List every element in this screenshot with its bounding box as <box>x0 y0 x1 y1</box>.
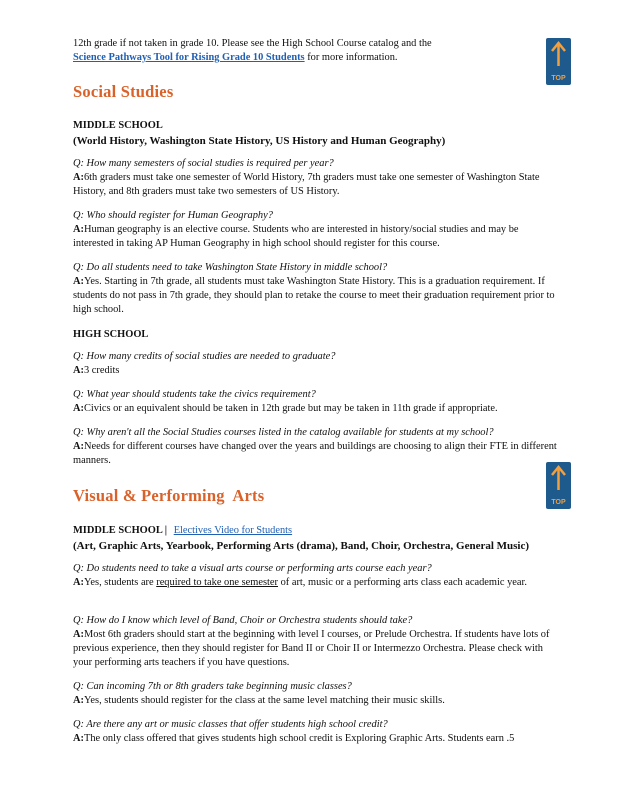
question: Q: Can incoming 7th or 8th graders take beginning music classes? <box>73 681 352 692</box>
answer <box>73 275 558 317</box>
intro-line: 12th grade if not taken in grade 10. Please see the High School Course catalog and the <box>73 38 432 49</box>
question: Q: What year should students take the civics requirement? <box>73 389 316 400</box>
qa-item <box>73 209 558 251</box>
answer-label: A: <box>73 629 84 640</box>
qa-item <box>73 614 558 670</box>
qa-item <box>73 350 558 378</box>
question: Q: Why aren't all the Social Studies courses listed in the catalog available for students at my school? <box>73 427 494 438</box>
question: Q: How do I know which level of Band, Choir or Orchestra students should take? <box>73 615 413 626</box>
answer-text: Civics or an equivalent should be taken in 12th grade but may be taken in 11th grade if appropriate. <box>83 403 498 414</box>
answer-label: A: <box>73 365 84 376</box>
intro-paragraph <box>73 37 558 65</box>
answer <box>73 576 558 590</box>
social-studies-title: Social Studies <box>73 82 174 101</box>
middle-school-courses: (World History, Washington State History, US History and Human Geography) <box>73 135 446 147</box>
high-school-heading: HIGH SCHOOL <box>73 329 149 340</box>
answer-text: 6th graders must take one semester of World History, 7th graders must take one semester of Washington State History, and 8th graders must take two semesters of US History. <box>73 172 540 197</box>
question: Q: How many credits of social studies are needed to graduate? <box>73 351 336 362</box>
answer-text: Yes, students are <box>83 577 157 588</box>
answer <box>73 171 558 199</box>
answer-text: Most 6th graders should start at the beginning with level I courses, or Prelude Orchestra. If students have lots of previous experience, then they should register for Band II or Choir II or Intermezzo Orchestra. Please check with your performing arts teachers if you have questions. <box>73 629 550 668</box>
answer-text: of art, music or a performing arts class each academic year. <box>278 577 527 588</box>
answer-label: A: <box>73 733 84 744</box>
answer-text: The only class offered that gives students high school credit is Exploring Graphic Arts. Students earn .5 <box>83 733 515 744</box>
answer <box>73 628 558 670</box>
question: Q: Do all students need to take Washington State History in middle school? <box>73 262 388 273</box>
qa-item <box>73 718 558 746</box>
visual-performing-arts-title: Visual & Performing Arts <box>73 486 265 505</box>
answer-label: A: <box>73 276 84 287</box>
middle-school-heading: MIDDLE SCHOOL | <box>73 525 168 536</box>
back-to-top-button[interactable] <box>546 38 571 85</box>
qa-item <box>73 426 558 468</box>
answer-label: A: <box>73 695 84 706</box>
question: Q: Who should register for Human Geography? <box>73 210 273 221</box>
qa-item <box>73 261 558 317</box>
answer-label: A: <box>73 224 84 235</box>
qa-item <box>73 680 558 708</box>
back-to-top-button[interactable] <box>546 462 571 509</box>
answer-label: A: <box>73 577 84 588</box>
answer-label: A: <box>73 172 84 183</box>
answer <box>73 402 558 416</box>
answer-text: Human geography is an elective course. Students who are interested in history/social studies and may be interested in taking AP Human Geography in high school should register for this course. <box>73 224 519 249</box>
answer-text: Yes, students should register for the class at the same level matching their music skills. <box>83 695 445 706</box>
top-label: TOP <box>551 75 566 82</box>
science-pathways-link[interactable]: Science Pathways Tool for Rising Grade 10 Students <box>73 52 305 63</box>
question: Q: Are there any art or music classes that offer students high school credit? <box>73 719 388 730</box>
up-arrow-icon <box>546 462 571 496</box>
answer-text: Needs for different courses have changed over the years and buildings are choosing to align their FTE in different manners. <box>73 441 557 466</box>
qa-item <box>73 388 558 416</box>
answer <box>73 364 558 378</box>
up-arrow-icon <box>546 38 571 72</box>
arts-courses: (Art, Graphic Arts, Yearbook, Performing Arts (drama), Band, Choir, Orchestra, General Music) <box>73 540 530 552</box>
electives-video-link[interactable]: Electives Video for Students <box>173 525 293 536</box>
intro-line-tail: for more information. <box>304 52 398 63</box>
answer <box>73 223 558 251</box>
answer <box>73 694 558 708</box>
question: Q: How many semesters of social studies is required per year? <box>73 158 334 169</box>
answer <box>73 440 558 468</box>
middle-school-heading: MIDDLE SCHOOL <box>73 120 163 131</box>
arts-middle-school-heading <box>73 524 292 538</box>
qa-item <box>73 157 558 199</box>
question: Q: Do students need to take a visual arts course or performing arts course each year? <box>73 563 432 574</box>
answer-label: A: <box>73 403 84 414</box>
top-label: TOP <box>551 499 566 506</box>
qa-item <box>73 562 558 590</box>
answer-text: Yes. Starting in 7th grade, all students must take Washington State History. This is a graduation requirement. If students do not pass in 7th grade, they should plan to retake the course to meet their graduation requirement prior to high school. <box>73 276 555 315</box>
answer-text: 3 credits <box>83 365 120 376</box>
answer <box>73 732 558 746</box>
answer-emphasis: required to take one semester <box>156 577 278 588</box>
answer-label: A: <box>73 441 84 452</box>
